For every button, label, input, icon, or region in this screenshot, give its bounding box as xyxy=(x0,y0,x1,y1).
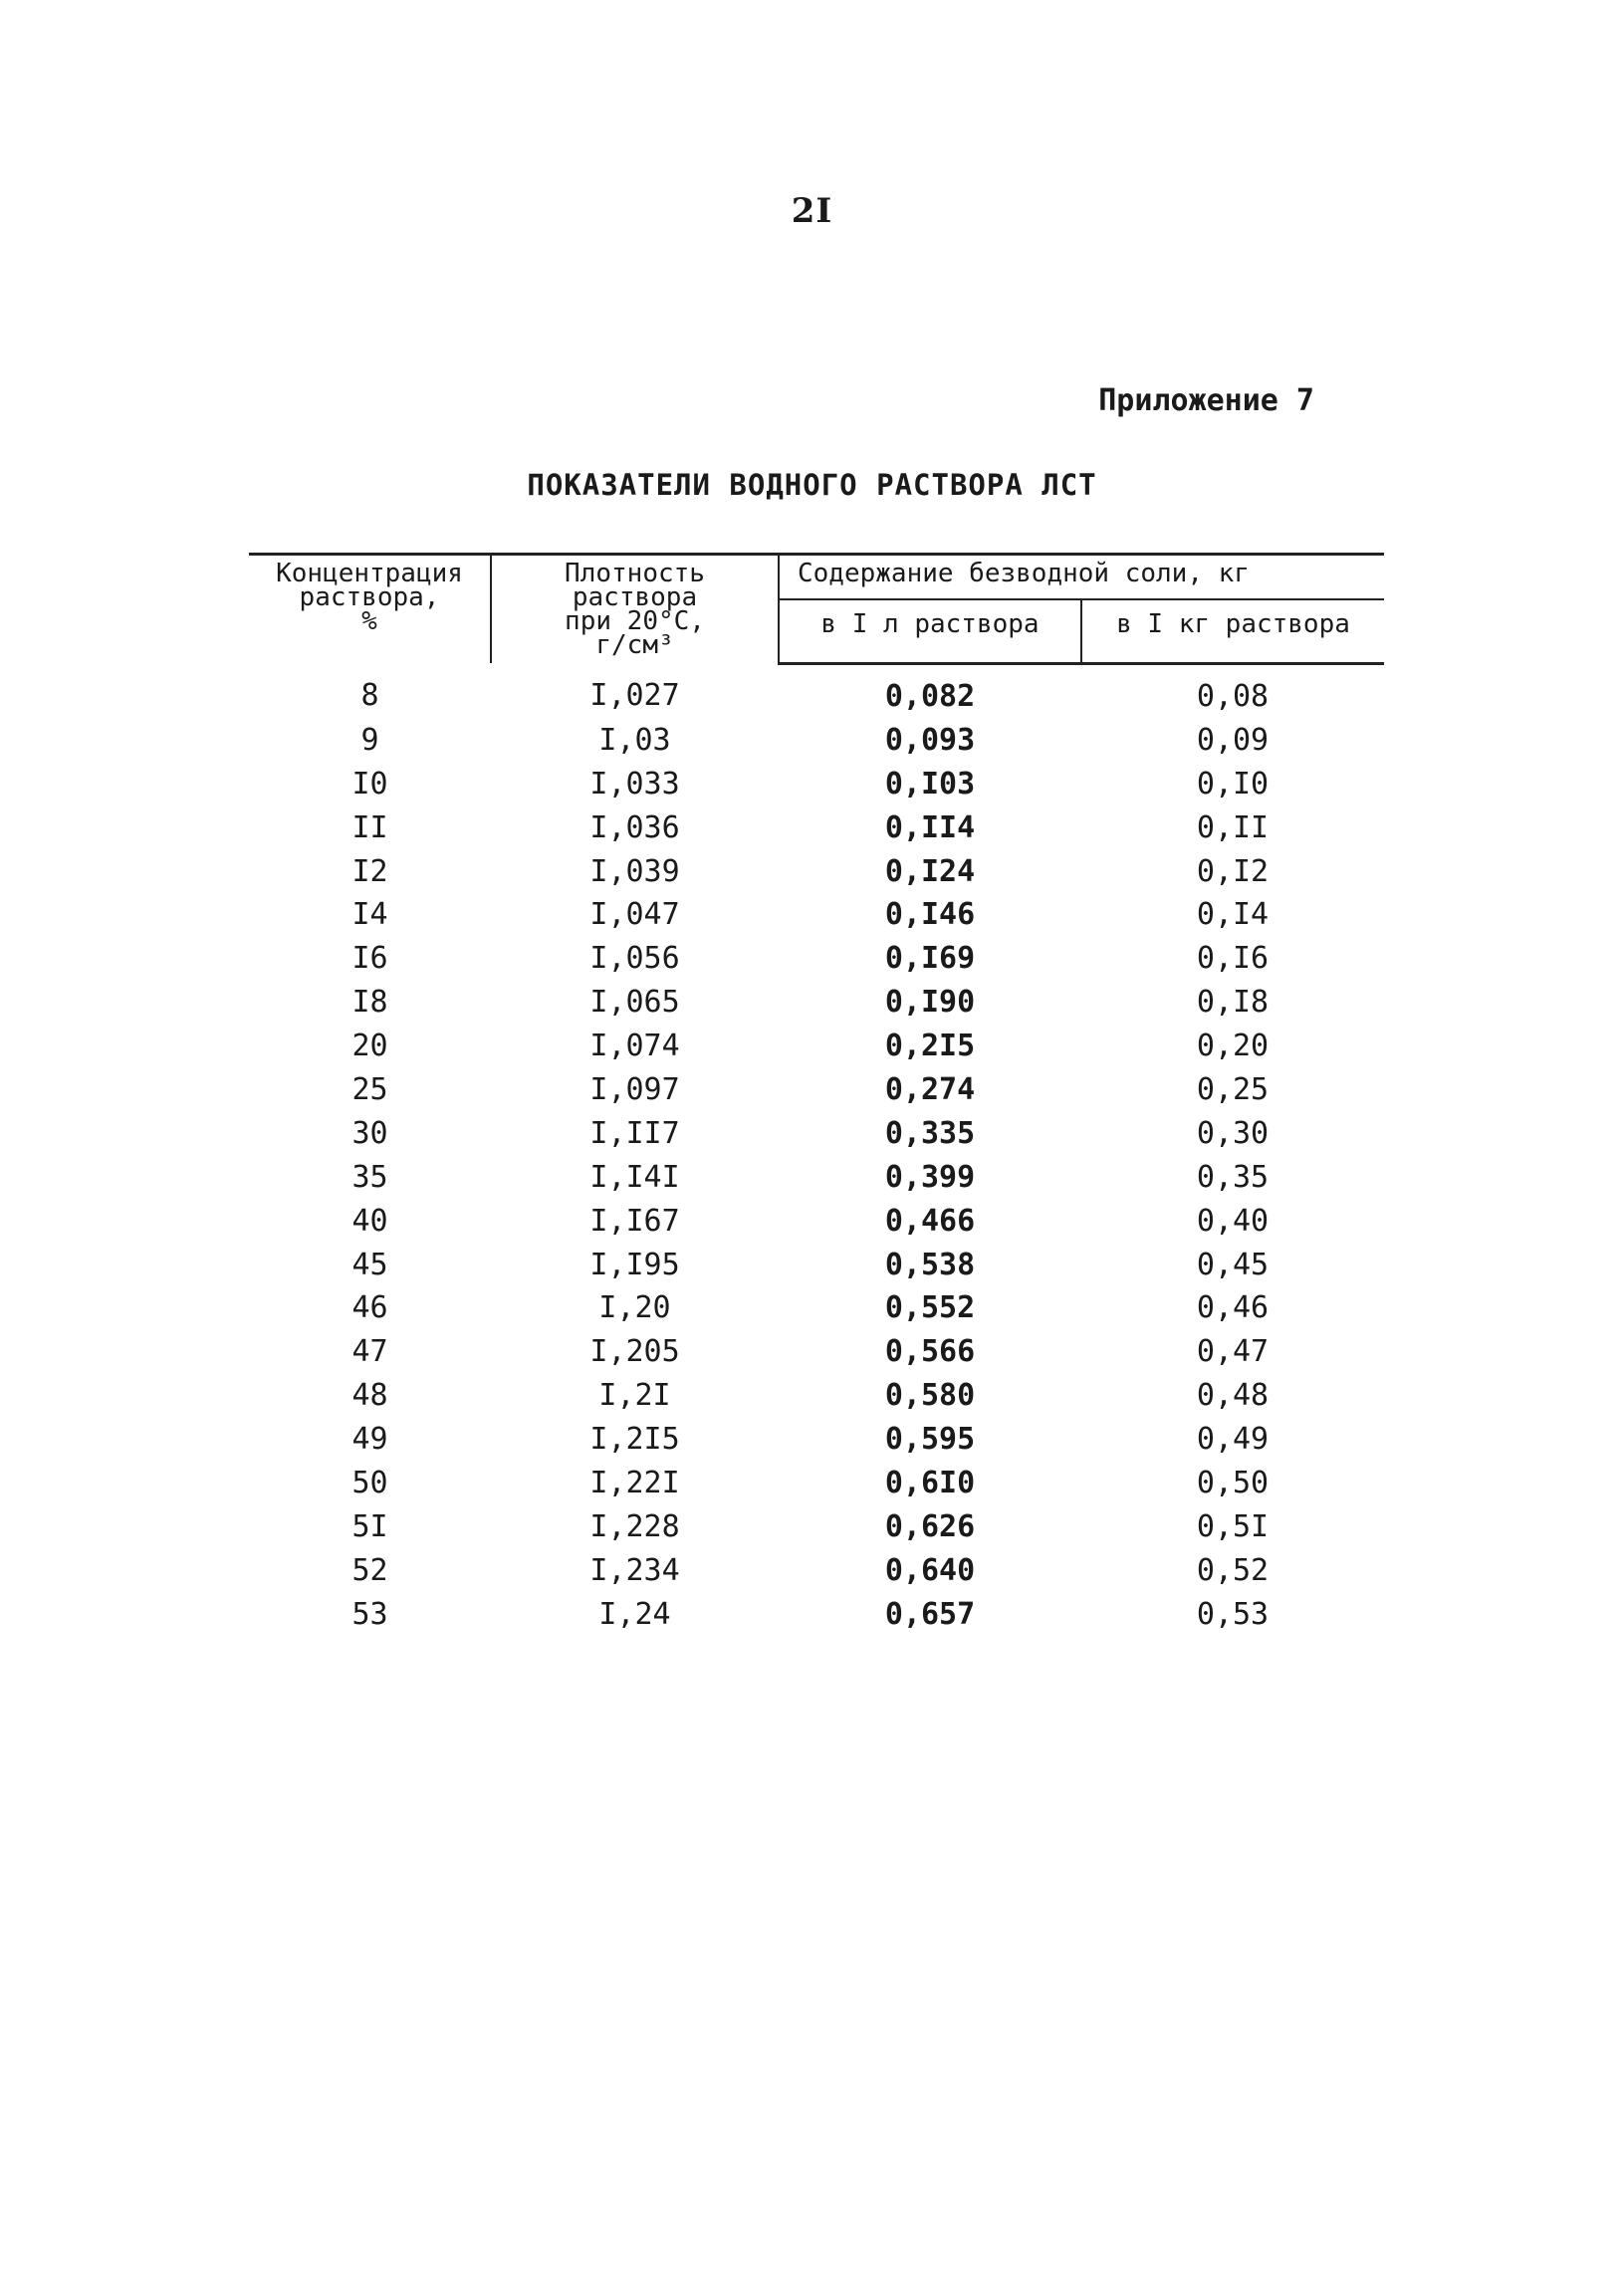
density-cell: I,2I5 xyxy=(589,1422,680,1458)
table-row xyxy=(249,1243,1384,1286)
table-row xyxy=(249,1418,1384,1462)
concentration-cell: 20 xyxy=(351,1029,388,1064)
table-row xyxy=(249,1548,1384,1592)
per-liter-cell: 0,626 xyxy=(884,1508,976,1544)
header-density-line3: при 20°С, xyxy=(565,606,705,636)
concentration-cell: 49 xyxy=(351,1422,388,1458)
table-row xyxy=(249,1374,1384,1418)
per-liter-cell: 0,274 xyxy=(884,1071,976,1107)
per-liter-cell: 0,466 xyxy=(884,1203,976,1239)
per-kg-cell: 0,09 xyxy=(1196,722,1270,758)
density-cell: I,097 xyxy=(589,1071,680,1107)
per-kg-cell: 0,49 xyxy=(1196,1422,1270,1458)
density-cell: I,074 xyxy=(589,1029,680,1064)
per-liter-cell: 0,580 xyxy=(884,1378,976,1414)
per-liter-cell: 0,I90 xyxy=(884,985,976,1021)
table-row xyxy=(249,1330,1384,1374)
per-liter-cell: 0,I69 xyxy=(884,941,976,977)
per-kg-cell: 0,53 xyxy=(1196,1596,1270,1632)
per-liter-cell: 0,082 xyxy=(884,678,976,714)
concentration-cell: I8 xyxy=(351,985,388,1021)
table-row xyxy=(249,1462,1384,1505)
per-kg-cell: 0,50 xyxy=(1196,1465,1270,1500)
concentration-cell: I2 xyxy=(351,853,388,889)
per-kg-cell: 0,I6 xyxy=(1196,941,1270,977)
density-cell: I,I67 xyxy=(589,1203,680,1239)
density-cell: I,2I xyxy=(598,1378,671,1414)
concentration-cell: 52 xyxy=(351,1552,388,1588)
per-kg-cell: 0,30 xyxy=(1196,1115,1270,1151)
header-density xyxy=(491,555,779,664)
per-liter-cell: 0,I46 xyxy=(884,897,976,933)
page-number: 2I xyxy=(791,191,833,231)
density-cell: I,033 xyxy=(589,766,680,802)
per-liter-cell: 0,335 xyxy=(884,1115,976,1151)
per-liter-cell: 0,399 xyxy=(884,1159,976,1195)
concentration-cell: 45 xyxy=(351,1247,388,1282)
table-row xyxy=(249,718,1384,762)
header-per-kg: в I кг раствора xyxy=(1081,599,1384,663)
per-kg-cell: 0,I8 xyxy=(1196,985,1270,1021)
table-body xyxy=(249,663,1384,1636)
concentration-cell: 30 xyxy=(351,1115,388,1151)
per-liter-cell: 0,I03 xyxy=(884,766,976,802)
concentration-cell: 25 xyxy=(351,1071,388,1107)
density-cell: I,II7 xyxy=(589,1115,680,1151)
per-kg-cell: 0,40 xyxy=(1196,1203,1270,1239)
density-cell: I,228 xyxy=(589,1508,680,1544)
density-cell: I,065 xyxy=(589,985,680,1021)
concentration-cell: 53 xyxy=(351,1596,388,1632)
per-kg-cell: 0,46 xyxy=(1196,1290,1270,1326)
header-concentration xyxy=(249,555,491,664)
density-cell: I,056 xyxy=(589,941,680,977)
table-row xyxy=(249,1199,1384,1243)
table-header xyxy=(249,555,1384,664)
per-liter-cell: 0,657 xyxy=(884,1596,976,1632)
table-row xyxy=(249,893,1384,937)
per-kg-cell: 0,35 xyxy=(1196,1159,1270,1195)
density-cell: I,205 xyxy=(589,1334,680,1370)
per-kg-cell: 0,48 xyxy=(1196,1378,1270,1414)
header-per-liter: в I л раствора xyxy=(779,599,1081,663)
table-row xyxy=(249,805,1384,849)
density-cell: I,039 xyxy=(589,853,680,889)
concentration-cell: 47 xyxy=(351,1334,388,1370)
per-kg-cell: 0,52 xyxy=(1196,1552,1270,1588)
density-cell: I,036 xyxy=(589,809,680,845)
table-row xyxy=(249,1111,1384,1155)
per-liter-cell: 0,6I0 xyxy=(884,1465,976,1500)
solution-properties-table xyxy=(249,553,1384,1636)
header-concentration-line3: % xyxy=(361,606,377,636)
table-row xyxy=(249,1286,1384,1330)
table-row xyxy=(249,1592,1384,1636)
table-row xyxy=(249,1155,1384,1199)
density-cell: I,I4I xyxy=(589,1159,680,1195)
table-row xyxy=(249,663,1384,718)
per-liter-cell: 0,595 xyxy=(884,1422,976,1458)
per-kg-cell: 0,25 xyxy=(1196,1071,1270,1107)
per-kg-cell: 0,5I xyxy=(1196,1508,1270,1544)
concentration-cell: I6 xyxy=(351,941,388,977)
data-table-container xyxy=(249,553,1384,1636)
header-density-line1: Плотность xyxy=(565,559,705,588)
table-row xyxy=(249,937,1384,981)
per-kg-cell: 0,08 xyxy=(1196,678,1270,714)
per-kg-cell: 0,II xyxy=(1196,809,1270,845)
per-liter-cell: 0,093 xyxy=(884,722,976,758)
header-salt-content: Содержание безводной соли, кг xyxy=(779,555,1384,599)
per-liter-cell: 0,566 xyxy=(884,1334,976,1370)
header-concentration-line2: раствора, xyxy=(299,582,440,612)
per-liter-cell: 0,538 xyxy=(884,1247,976,1282)
header-concentration-line1: Концентрация xyxy=(276,559,463,588)
per-kg-cell: 0,45 xyxy=(1196,1247,1270,1282)
concentration-cell: 35 xyxy=(351,1159,388,1195)
per-liter-cell: 0,II4 xyxy=(884,809,976,845)
per-kg-cell: 0,I2 xyxy=(1196,853,1270,889)
concentration-cell: 40 xyxy=(351,1203,388,1239)
table-row xyxy=(249,981,1384,1025)
concentration-cell: II xyxy=(351,809,388,845)
per-liter-cell: 0,552 xyxy=(884,1290,976,1326)
per-kg-cell: 0,I0 xyxy=(1196,766,1270,802)
density-cell: I,22I xyxy=(589,1465,680,1500)
density-cell: I,24 xyxy=(598,1596,671,1632)
table-row xyxy=(249,1068,1384,1112)
concentration-cell: 46 xyxy=(351,1290,388,1326)
per-liter-cell: 0,2I5 xyxy=(884,1029,976,1064)
table-row xyxy=(249,849,1384,893)
per-liter-cell: 0,640 xyxy=(884,1552,976,1588)
table-row xyxy=(249,1504,1384,1548)
density-cell: I,03 xyxy=(598,722,671,758)
header-density-line4: г/см³ xyxy=(595,630,674,660)
concentration-cell: I0 xyxy=(351,766,388,802)
concentration-cell: 48 xyxy=(351,1378,388,1414)
density-cell: I,047 xyxy=(589,897,680,933)
table-row xyxy=(249,762,1384,805)
per-kg-cell: 0,20 xyxy=(1196,1029,1270,1064)
density-cell: I,20 xyxy=(598,1290,671,1326)
per-kg-cell: 0,47 xyxy=(1196,1334,1270,1370)
concentration-cell: 50 xyxy=(351,1465,388,1500)
header-density-line2: раствора xyxy=(572,582,698,612)
per-kg-cell: 0,I4 xyxy=(1196,897,1270,933)
density-cell: I,027 xyxy=(589,678,680,714)
concentration-cell: 5I xyxy=(351,1508,388,1544)
table-row xyxy=(249,1025,1384,1068)
appendix-label: Приложение 7 xyxy=(1098,383,1314,418)
per-liter-cell: 0,I24 xyxy=(884,853,976,889)
concentration-cell: 8 xyxy=(360,678,379,714)
density-cell: I,234 xyxy=(589,1552,680,1588)
concentration-cell: 9 xyxy=(360,722,379,758)
concentration-cell: I4 xyxy=(351,897,388,933)
table-title: ПОКАЗАТЕЛИ ВОДНОГО РАСТВОРА ЛСТ xyxy=(527,468,1097,502)
density-cell: I,I95 xyxy=(589,1247,680,1282)
